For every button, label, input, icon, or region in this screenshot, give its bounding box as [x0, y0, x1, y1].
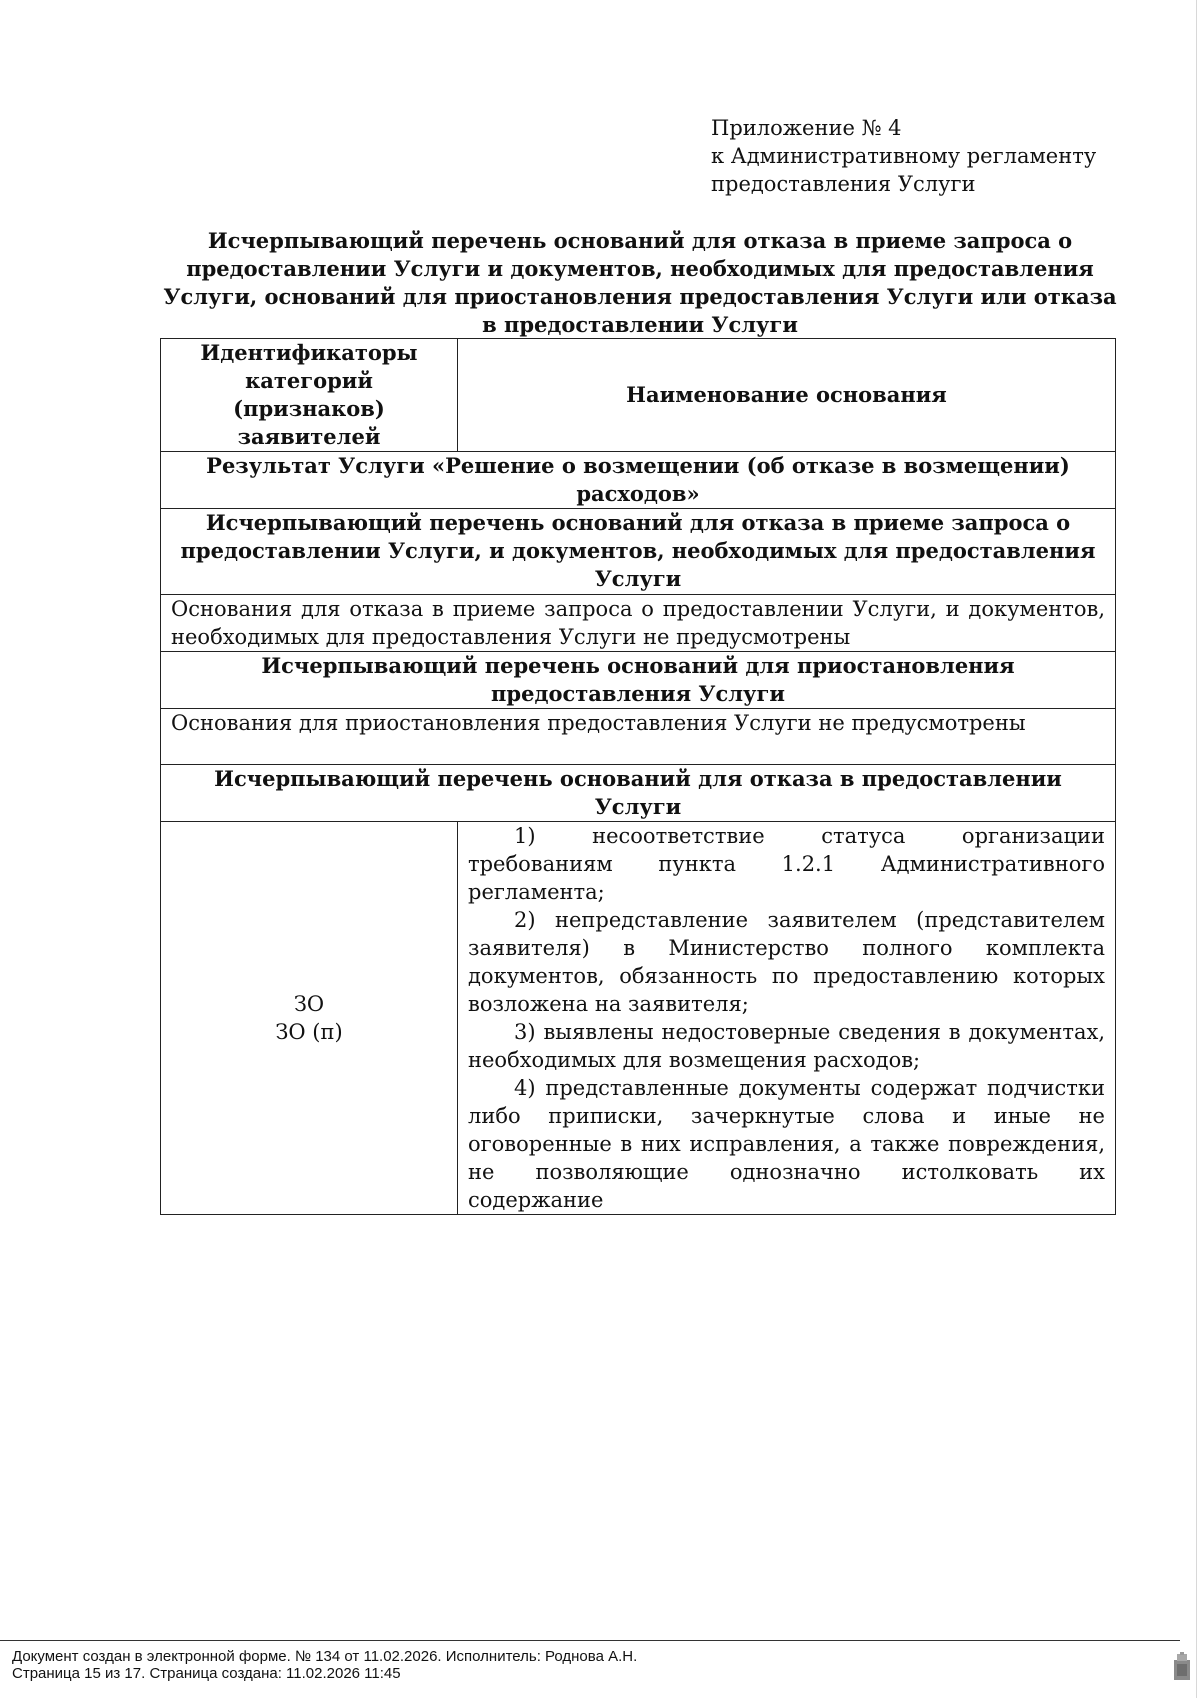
applicant-codes-cell	[161, 822, 458, 1215]
section-title-refusal-acceptance: Исчерпывающий перечень оснований для отказа в приеме запроса о предоставлении Услуги, и документов, необходимых для предоставления Услуги	[161, 509, 1116, 595]
applicant-code-1: ЗО	[293, 992, 325, 1016]
appendix-line-2: к Административному регламенту	[711, 144, 1097, 168]
emblem-icon	[1172, 1652, 1192, 1682]
section-row-refusal-acceptance	[161, 509, 1116, 595]
refusal-reason-4: 4) представленные документы содержат подчистки либо приписки, зачеркнутые слова и иные не оговоренные в них исправления, а также повреждения, не позволяющие однозначно истолковать их содержание	[468, 1076, 1105, 1212]
page-edge	[1196, 0, 1197, 1698]
refusal-reason-2: 2) непредставление заявителем (представителем заявителя) в Министерство полного комплекта документов, обязанность по предоставлению которых возложена на заявителя;	[468, 908, 1105, 1016]
reasons-row	[161, 822, 1116, 1215]
refusal-reason-3: 3) выявлены недостоверные сведения в документах, необходимых для возмещения расходов;	[468, 1020, 1105, 1072]
section-row-refusal-service	[161, 765, 1116, 822]
section-title-refusal-service: Исчерпывающий перечень оснований для отказа в предоставлении Услуги	[161, 765, 1116, 822]
table-header-row	[161, 339, 1116, 452]
document-title: Исчерпывающий перечень оснований для отказа в приеме запроса о предоставлении Услуги и документов, необходимых для предоставления Услуги, оснований для приостановления предоставления Услуги или отказа в предоставлении Услуги	[163, 228, 1117, 337]
result-row	[161, 452, 1116, 509]
refusal-reason-1: 1) несоответствие статуса организации требованиям пункта 1.2.1 Административного регламента;	[468, 824, 1105, 904]
appendix-note	[711, 114, 1096, 198]
appendix-line-3: предоставления Услуги	[711, 172, 976, 196]
footer-divider	[0, 1640, 1180, 1641]
text-refusal-acceptance: Основания для отказа в приеме запроса о предоставлении Услуги, и документов, необходимых для предоставления Услуги не предусмотрены	[161, 595, 1116, 652]
service-result-title: Результат Услуги «Решение о возмещении (об отказе в возмещении) расходов»	[161, 452, 1116, 509]
applicant-code-2: ЗО (п)	[275, 1020, 343, 1044]
footer-line-1: Документ создан в электронной форме. № 134 от 11.02.2026. Исполнитель: Роднова А.Н.	[12, 1648, 638, 1665]
footer-line-2: Страница 15 из 17. Страница создана: 11.02.2026 11:45	[12, 1665, 401, 1682]
header-ground-name: Наименование основания	[458, 339, 1116, 452]
grounds-table	[160, 338, 1116, 1215]
refusal-reasons-cell	[458, 822, 1116, 1215]
text-row-suspension	[161, 709, 1116, 765]
text-suspension: Основания для приостановления предоставления Услуги не предусмотрены	[161, 709, 1116, 765]
footer-info	[12, 1648, 637, 1682]
header-applicant-categories: Идентификаторы категорий (признаков) заявителей	[161, 339, 458, 452]
section-row-suspension	[161, 652, 1116, 709]
section-title-suspension: Исчерпывающий перечень оснований для приостановления предоставления Услуги	[161, 652, 1116, 709]
appendix-line-1: Приложение № 4	[711, 116, 902, 140]
text-row-refusal-acceptance	[161, 595, 1116, 652]
